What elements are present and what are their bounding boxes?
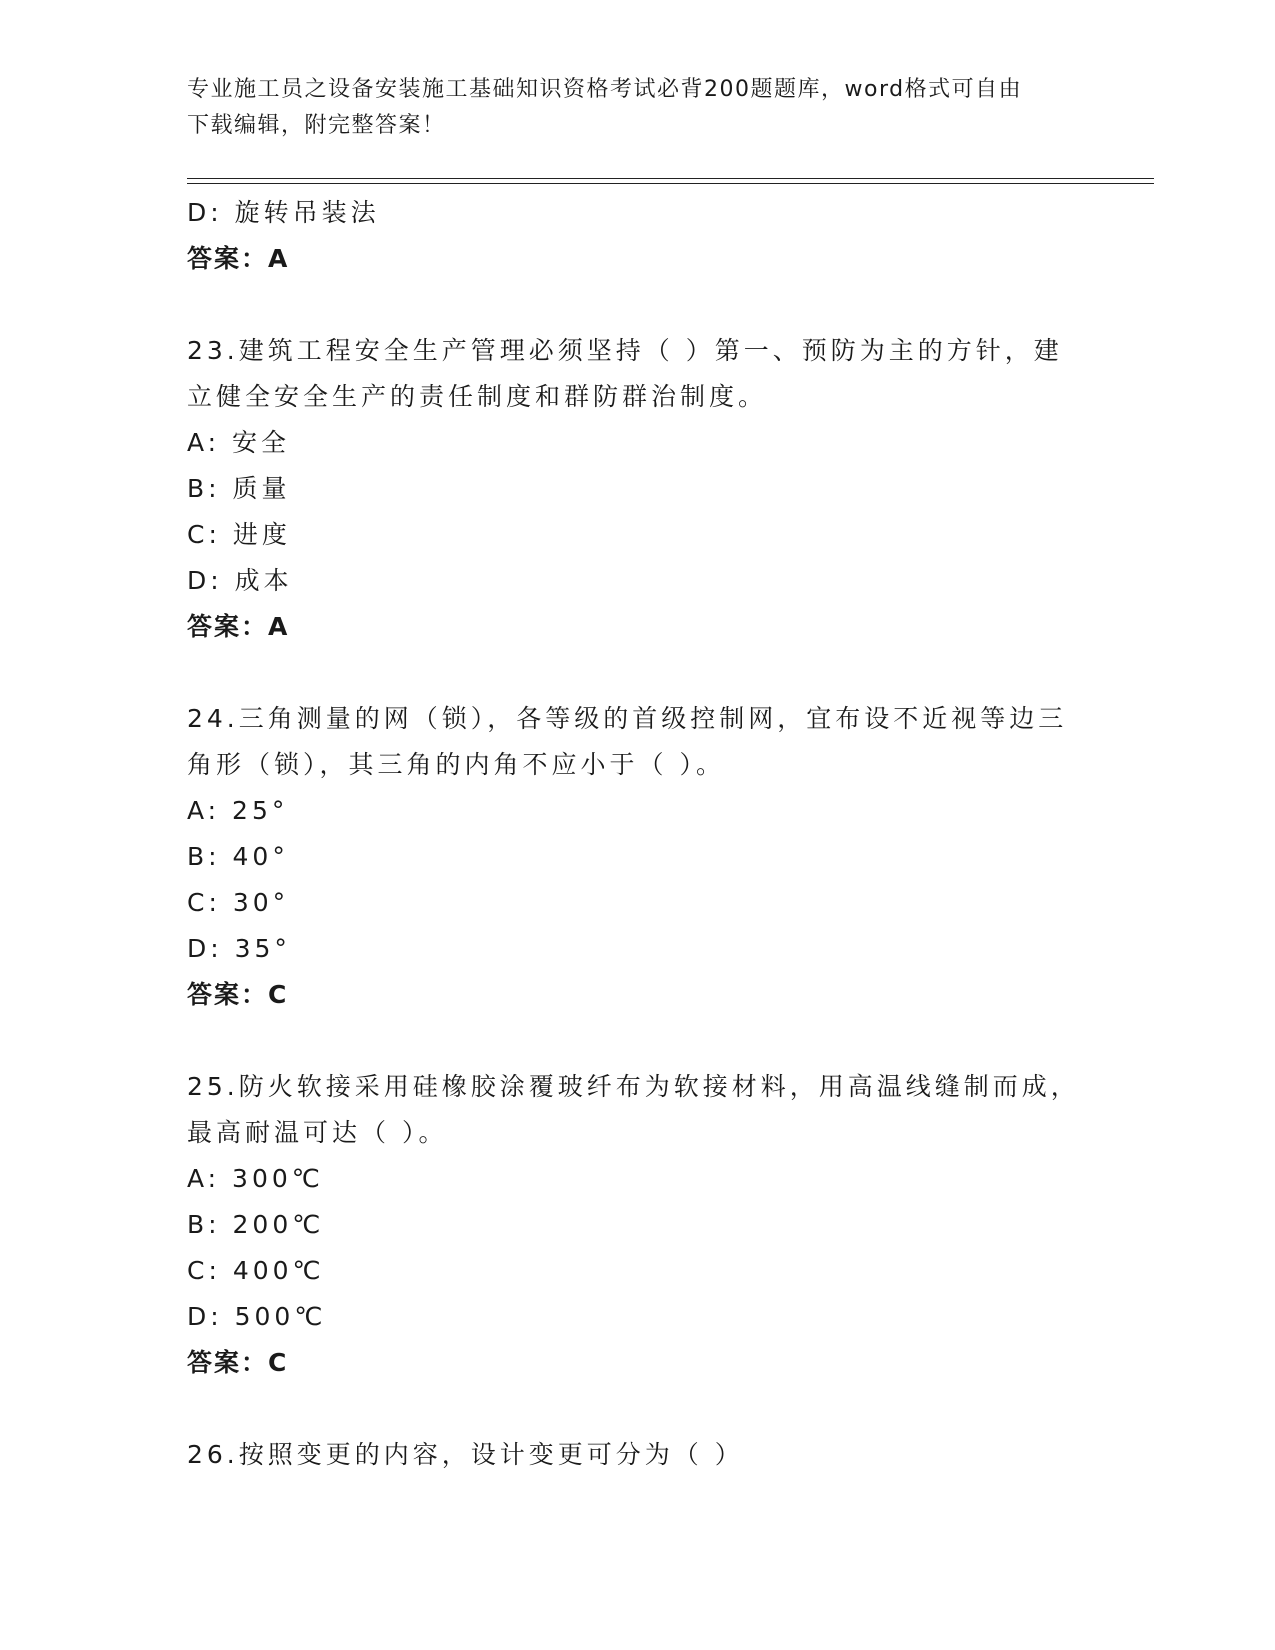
question-25	[187, 1064, 1087, 1386]
question-text-line: 24.三角测量的网（锁），各等级的首级控制网，宜布设不近视等边三	[187, 704, 1068, 733]
answer-line: 答案：C	[187, 980, 289, 1009]
option-d: D: 成本	[187, 566, 293, 595]
option-c: C: 400℃	[187, 1256, 325, 1285]
option-c: C: 30°	[187, 888, 290, 917]
document-body	[187, 190, 1087, 1478]
question-text-line: 26.按照变更的内容，设计变更可分为（ ）	[187, 1440, 744, 1469]
option-b: B: 200℃	[187, 1210, 325, 1239]
option-d: D: 500℃	[187, 1302, 327, 1331]
option-d: D: 35°	[187, 934, 291, 963]
option-b: B: 40°	[187, 842, 289, 871]
option-a: A: 安全	[187, 428, 291, 457]
header-line-2: 下载编辑，附完整答案！	[187, 113, 446, 138]
option-a: A: 25°	[187, 796, 289, 825]
option-b: B: 质量	[187, 474, 291, 503]
header-divider-bottom	[187, 183, 1154, 184]
document-header	[187, 72, 1067, 144]
option-a: A: 300℃	[187, 1164, 324, 1193]
question-text-line: 最高耐温可达（ ）。	[187, 1118, 448, 1147]
question-text-line: 25.防火软接采用硅橡胶涂覆玻纤布为软接材料，用高温线缝制而成，	[187, 1072, 1080, 1101]
answer-line: 答案：A	[187, 244, 290, 273]
question-26	[187, 1432, 1087, 1478]
header-divider-top	[187, 178, 1154, 179]
option-d: D: 旋转吊装法	[187, 198, 380, 227]
answer-line: 答案：C	[187, 1348, 289, 1377]
question-23	[187, 328, 1087, 650]
question-text-line: 立健全安全生产的责任制度和群防群治制度。	[187, 382, 768, 411]
question-text-line: 角形（锁），其三角的内角不应小于（ ）。	[187, 750, 725, 779]
option-c: C: 进度	[187, 520, 291, 549]
question-text-line: 23.建筑工程安全生产管理必须坚持（ ）第一、预防为主的方针，建	[187, 336, 1063, 365]
question-24	[187, 696, 1087, 1018]
answer-line: 答案：A	[187, 612, 290, 641]
header-line-1: 专业施工员之设备安装施工基础知识资格考试必背200题题库，word格式可自由	[187, 77, 1023, 102]
